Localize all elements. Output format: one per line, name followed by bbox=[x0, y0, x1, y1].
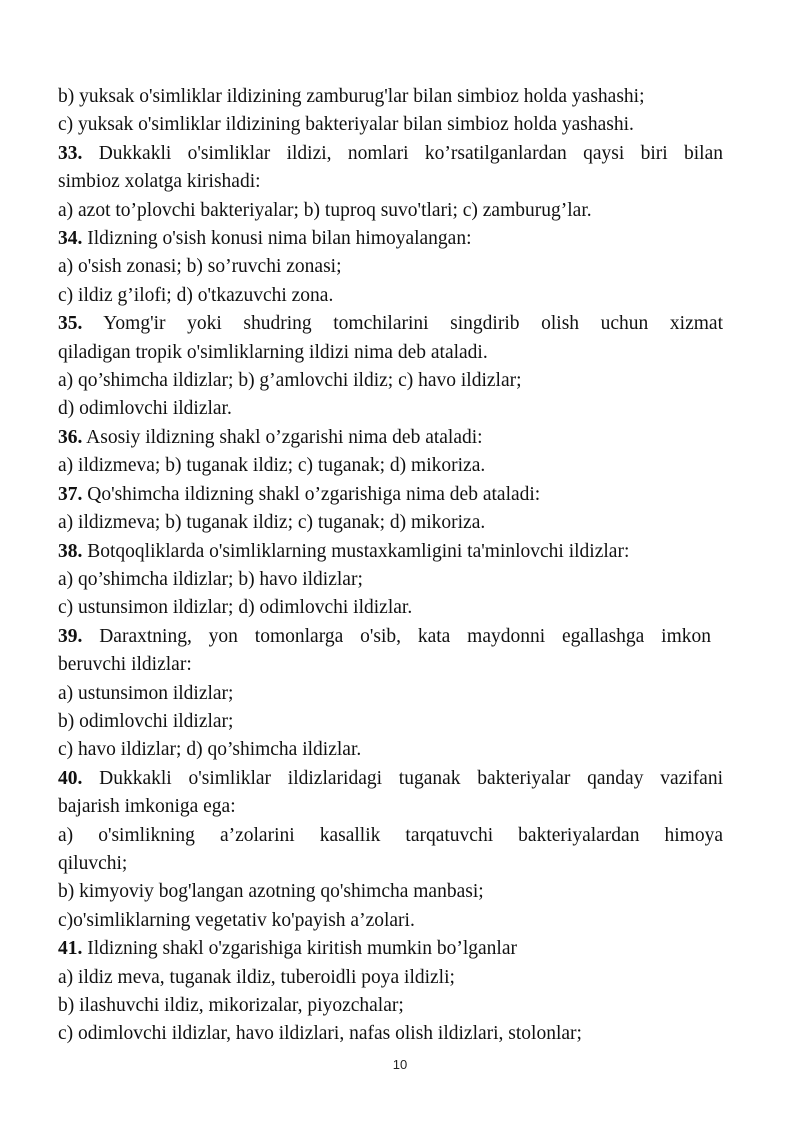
answer-line: c) ustunsimon ildizlar; d) odimlovchi ildizlar. bbox=[58, 597, 413, 619]
question-text: Yomg'ir yoki shudring tomchilarini singdirib olish uchun xizmat bbox=[82, 313, 723, 335]
question-number: 40. bbox=[58, 767, 83, 789]
question-40-line bbox=[58, 765, 723, 793]
text-line: qiladigan tropik o'simliklarning ildizi nima deb ataladi. bbox=[58, 341, 488, 363]
answer-line: a) o'sish zonasi; b) so’ruvchi zonasi; bbox=[58, 256, 342, 278]
question-number: 38. bbox=[58, 540, 83, 562]
question-37-line bbox=[58, 481, 723, 509]
answer-line: c) havo ildizlar; d) qo’shimcha ildizlar. bbox=[58, 739, 362, 761]
question-number: 37. bbox=[58, 483, 83, 505]
answer-line: b) ilashuvchi ildiz, mikorizalar, piyozchalar; bbox=[58, 995, 404, 1016]
answer-line: a) qo’shimcha ildizlar; b) g’amlovchi ildiz; c) havo ildizlar; bbox=[58, 370, 522, 392]
question-text: Ildizning o'sish konusi nima bilan himoyalangan: bbox=[82, 228, 472, 250]
answer-line: b) odimlovchi ildizlar; bbox=[58, 710, 234, 732]
question-text: Botqoqliklarda o'simliklarning mustaxkamligini ta'minlovchi ildizlar: bbox=[82, 540, 630, 562]
question-34-line bbox=[58, 225, 723, 253]
text-line: b) yuksak o'simliklar ildizining zamburug'lar bilan simbioz holda yashashi; bbox=[58, 86, 645, 107]
page-number: 10 bbox=[392, 1057, 408, 1072]
text-line: simbioz xolatga kirishadi: bbox=[58, 171, 261, 193]
answer-line: a) qo’shimcha ildizlar; b) havo ildizlar; bbox=[58, 568, 363, 590]
answer-line: a) azot to’plovchi bakteriyalar; b) tuproq suvo'tlari; c) zamburug’lar. bbox=[58, 199, 592, 221]
question-41-line bbox=[58, 935, 723, 963]
question-text: Qo'shimcha ildizning shakl o’zgarishiga nima deb ataladi: bbox=[82, 483, 541, 505]
document-body bbox=[58, 83, 723, 1049]
answer-line: a) ustunsimon ildizlar; bbox=[58, 682, 234, 704]
answer-line: a) ildizmeva; b) tuganak ildiz; c) tuganak; d) mikoriza. bbox=[58, 455, 486, 477]
text-line: qiluvchi; bbox=[58, 852, 128, 874]
question-number: 35. bbox=[58, 313, 83, 335]
question-number: 39. bbox=[58, 625, 83, 647]
answer-line: b) kimyoviy bog'langan azotning qo'shimcha manbasi; bbox=[58, 881, 484, 903]
answer-line: c) ildiz g’ilofi; d) o'tkazuvchi zona. bbox=[58, 284, 334, 306]
text-line: bajarish imkoniga ega: bbox=[58, 796, 236, 818]
question-text: Dukkakli o'simliklar ildizlaridagi tuganak bakteriyalar qanday vazifani bbox=[82, 767, 723, 789]
question-number: 36. bbox=[58, 426, 83, 448]
answer-line: d) odimlovchi ildizlar. bbox=[58, 398, 232, 420]
question-38-line bbox=[58, 538, 723, 566]
question-39-line bbox=[58, 623, 723, 651]
question-text: Dukkakli o'simliklar ildizi, nomlari ko’rsatilganlardan qaysi biri bilan bbox=[82, 142, 723, 164]
question-text: Asosiy ildizning shakl o’zgarishi nima deb ataladi: bbox=[82, 426, 483, 448]
question-number: 34. bbox=[58, 228, 83, 250]
question-text: Ildizning shakl o'zgarishiga kiritish mumkin bo’lganlar bbox=[82, 938, 517, 960]
question-number: 41. bbox=[58, 938, 83, 960]
answer-line: a) ildiz meva, tuganak ildiz, tuberoidli poya ildizli; bbox=[58, 966, 455, 988]
answer-line: a) o'simlikning a’zolarini kasallik tarqatuvchi bakteriyalardan himoya bbox=[58, 824, 723, 846]
answer-line: a) ildizmeva; b) tuganak ildiz; c) tuganak; d) mikoriza. bbox=[58, 512, 486, 534]
text-line: beruvchi ildizlar: bbox=[58, 654, 192, 676]
answer-line: c)o'simliklarning vegetativ ko'payish a’zolari. bbox=[58, 909, 415, 931]
question-36-line bbox=[58, 424, 723, 452]
question-number: 33. bbox=[58, 142, 83, 164]
question-33-line bbox=[58, 140, 723, 168]
question-text: Daraxtning, yon tomonlarga o'sib, kata maydonni egallashga imkon bbox=[82, 625, 711, 647]
question-35-line bbox=[58, 310, 723, 338]
answer-line: c) odimlovchi ildizlar, havo ildizlari, nafas olish ildizlari, stolonlar; bbox=[58, 1023, 582, 1045]
text-line: c) yuksak o'simliklar ildizining bakteriyalar bilan simbioz holda yashashi. bbox=[58, 114, 634, 136]
